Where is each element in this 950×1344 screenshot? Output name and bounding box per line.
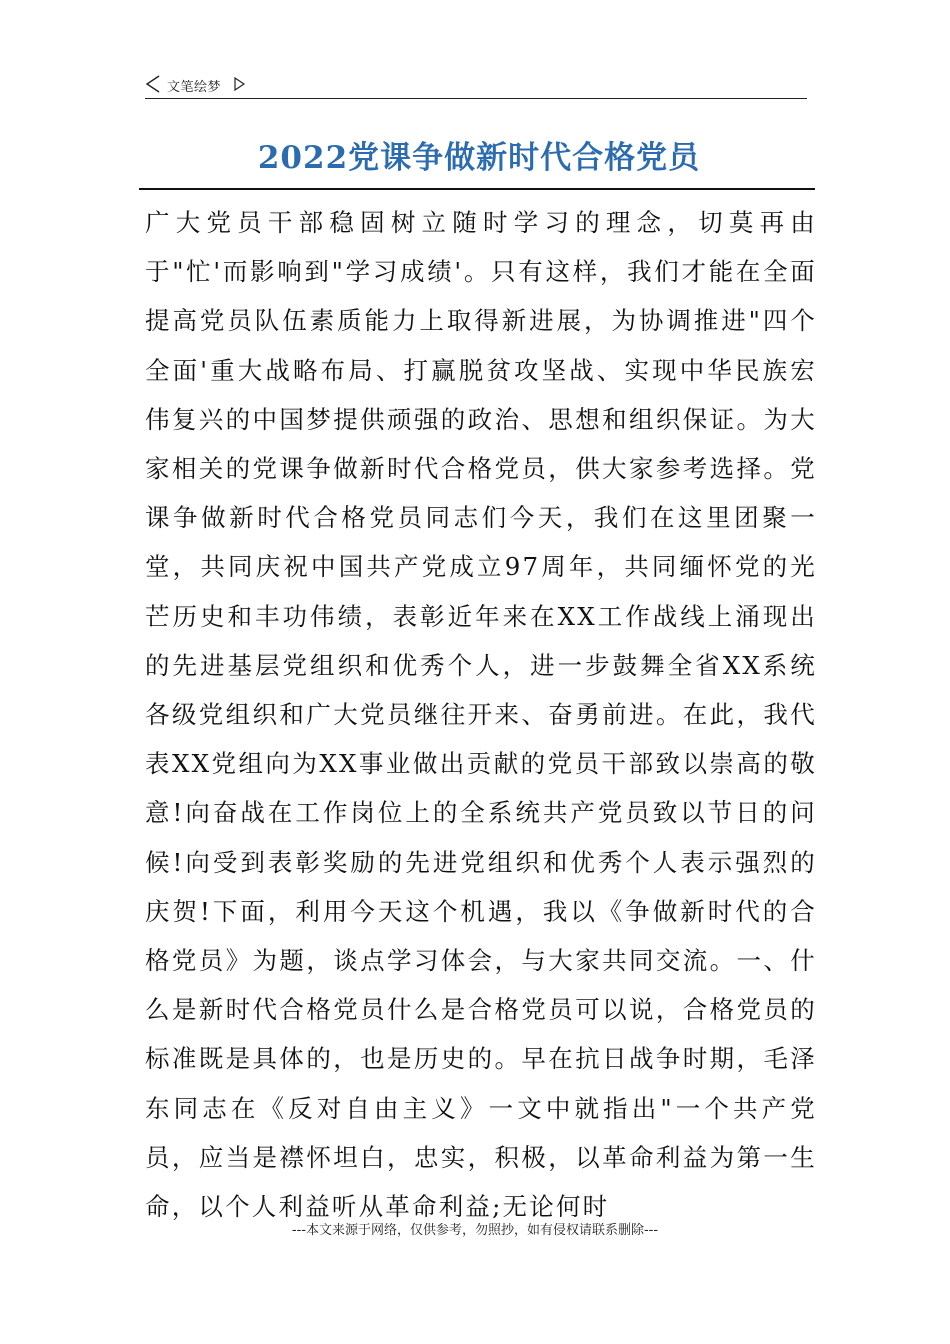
- triangle-right-icon: [233, 77, 245, 91]
- footer-notice: ---本文来源于网络，仅供参考，勿照抄，如有侵权请联系删除---: [291, 1223, 659, 1238]
- header-brand: 文笔绘梦: [167, 80, 222, 95]
- title-divider: [139, 188, 815, 190]
- document-title: 2022党课争做新时代合格党员: [257, 140, 701, 176]
- triangle-left-icon: [145, 74, 161, 94]
- document-body: 广大党员干部稳固树立随时学习的理念，切莫再由于"忙'而影响到"学习成绩'。只有这样，我们才能在全面提高党员队伍素质能力上取得新进展，为协调推进"四个全面'重大战略布局、打赢脱贫攻坚战、实现中华民族宏伟复兴的中国梦提供顽强的政治、思想和组织保证。为大家相关的党课争做新时代合格党员，供大家参考选择。党课争做新时代合格党员同志们今天，我们在这里团聚一堂，共同庆祝中国共产党成立97周年，共同缅怀党的光芒历史和丰功伟绩，表彰近年来在XX工作战线上涌现出的先进基层党组织和优秀个人，进一步鼓舞全省XX系统各级党组织和广大党员继往开来、奋勇前进。在此，我代表XX党组向为XX事业做出贡献的党员干部致以崇高的敬意!向奋战在工作岗位上的全系统共产党员致以节日的问候!向受到表彰奖励的先进党组织和优秀个人表示强烈的庆贺!下面，利用今天这个机遇，我以《争做新时代的合格党员》为题，谈点学习体会，与大家共同交流。一、什么是新时代合格党员什么是合格党员可以说，合格党员的标准既是具体的，也是历史的。早在抗日战争时期，毛泽东同志在《反对自由主义》一文中就指出"一个共产党员，应当是襟怀坦白，忠实，积极，以革命利益为第一生命，以个人利益听从革命利益;无论何时: [145, 208, 817, 1222]
- page-header: [145, 72, 807, 99]
